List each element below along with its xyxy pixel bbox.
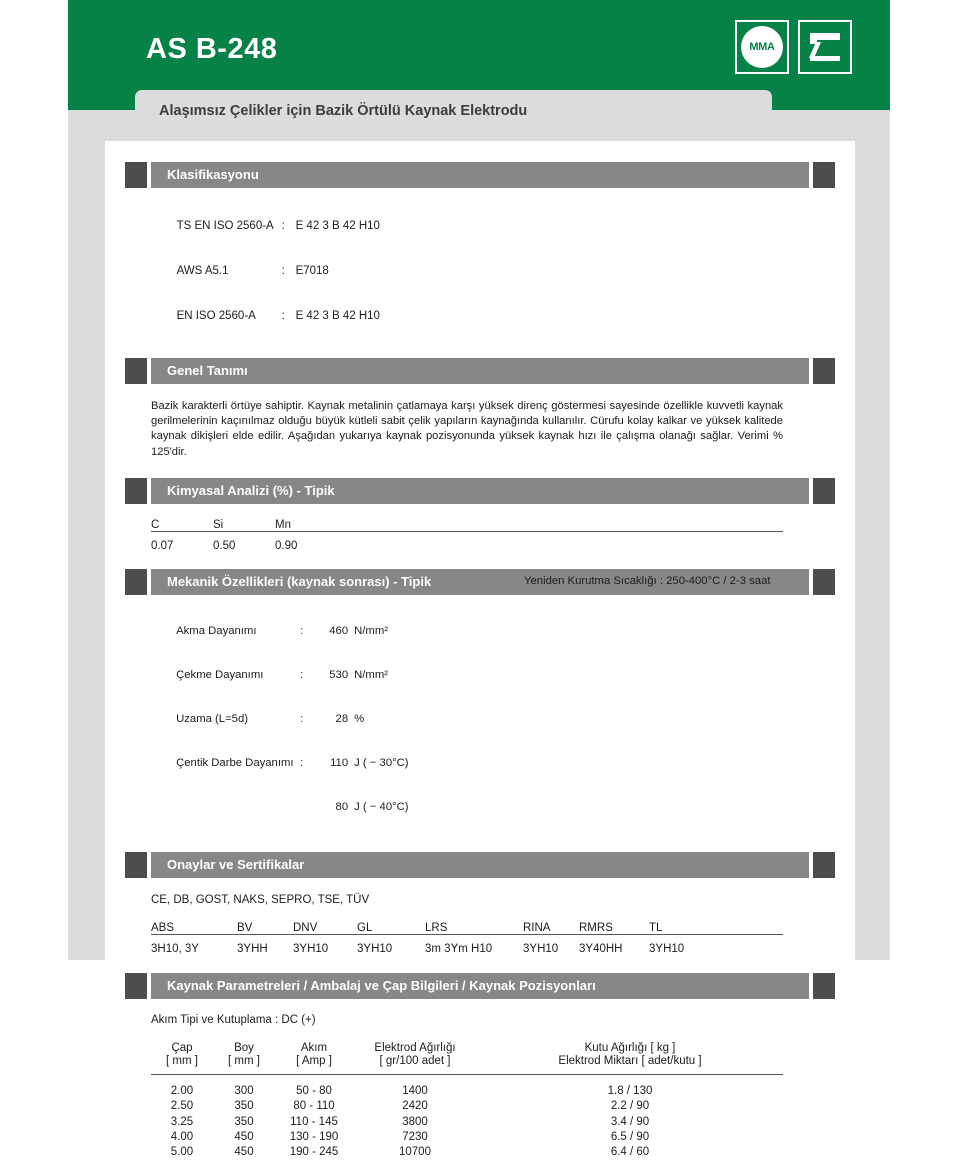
parameters-table-rule (151, 1074, 783, 1075)
section-cap-right (813, 569, 835, 595)
table-row (151, 1055, 783, 1067)
parameter-rows (151, 1084, 783, 1161)
mechanical-row (151, 785, 783, 829)
table-row (151, 1084, 783, 1099)
section-header-classification (125, 162, 835, 188)
approval-column-header: RINA (523, 921, 551, 934)
parameter-length: 350 (234, 1115, 254, 1128)
section-cap-right (813, 478, 835, 504)
parameter-electrode-weight: 7230 (402, 1130, 428, 1143)
section-title-approvals: Onaylar ve Sertifikalar (167, 856, 305, 872)
redry-temperature-note: Yeniden Kurutma Sıcaklığı : 250-400°C / 2-3 saat (524, 575, 771, 587)
mechanical-row (151, 654, 783, 698)
classification-value: E 42 3 B 42 H10 (295, 310, 380, 322)
approval-value: 3Y40HH (579, 942, 623, 955)
section-cap-right (813, 162, 835, 188)
parameter-column-header: Elektrod Ağırlığı (374, 1041, 456, 1054)
approval-value: 3YH10 (357, 942, 393, 955)
mechanical-separator: : (300, 669, 304, 682)
classification-row (151, 204, 783, 249)
parameter-column-unit: [ mm ] (228, 1054, 260, 1067)
chemical-table-head (151, 519, 783, 531)
table-row (151, 922, 783, 934)
chemical-value: 0.90 (275, 539, 298, 552)
current-type-note: Akım Tipi ve Kutuplama : DC (+) (151, 1013, 316, 1026)
mechanical-label: Çentik Darbe Dayanımı (176, 756, 294, 769)
parameter-diameter: 3.25 (170, 1115, 194, 1128)
classification-standard: EN ISO 2560-A (176, 310, 256, 322)
chemical-values (151, 540, 297, 552)
table-row (151, 943, 783, 955)
mechanical-unit: J ( − 30°C) (354, 756, 409, 769)
section-header-chemical (125, 478, 835, 504)
parameter-electrode-weight: 2420 (402, 1100, 428, 1113)
general-description: Bazik karakterli örtüye sahiptir. Kaynak metalinin çatlamaya karşı yüksek direnç göstermesi sayesinde özellikle kuvvetli kaynak gerilmelerinin kaçınılmaz olduğu büyük kütleli sabit çelik yapıların kaynağında kullanılır. Cürufu kolay kalkar ve yüksek kalitede kaynak dikişleri elde edilir. Aşağıdan yukarıya kaynak pozisyonunda yüksek kaynak hızı ile çalışma olanağı sağlar. Verimi % 125'dir. (151, 400, 783, 458)
mma-circle-icon (741, 26, 783, 68)
section-cap-right (813, 973, 835, 999)
welding-position-badge (798, 20, 852, 74)
approvals-list: CE, DB, GOST, NAKS, SEPRO, TSE, TÜV (151, 893, 370, 906)
content-card (105, 141, 855, 1159)
approval-column-header: LRS (425, 921, 448, 934)
approval-column-header: ABS (151, 921, 175, 934)
approvals-table-body (151, 943, 783, 955)
table-row (151, 1115, 783, 1130)
parameter-current: 110 - 145 (290, 1115, 338, 1128)
table-row (151, 1145, 783, 1160)
parameters-table-head (151, 1042, 783, 1067)
page-title: AS B-248 (146, 33, 278, 65)
mechanical-row (151, 741, 783, 785)
mechanical-unit: N/mm² (354, 669, 388, 682)
approval-value: 3YH10 (649, 942, 685, 955)
table-row (151, 519, 291, 531)
chemical-column-header: Mn (275, 518, 291, 531)
approvals-columns (151, 922, 783, 934)
parameter-column-unit: [ mm ] (166, 1054, 198, 1067)
approval-column-header: RMRS (579, 921, 613, 934)
section-bar (151, 358, 809, 384)
classification-standard: AWS A5.1 (176, 265, 229, 277)
chemical-column-header: Si (213, 518, 224, 531)
parameter-current: 50 - 80 (296, 1084, 332, 1097)
mechanical-row (151, 697, 783, 741)
approval-column-header: BV (237, 921, 253, 934)
mechanical-row (151, 610, 783, 654)
classification-list (151, 204, 783, 339)
parameter-current: 130 - 190 (289, 1130, 339, 1143)
parameter-column-unit: [ Amp ] (296, 1054, 332, 1067)
table-row (151, 1130, 783, 1145)
parameter-column-header: Akım (300, 1041, 328, 1054)
parameter-column-header: Çap (171, 1041, 193, 1054)
parameter-column-unit: [ gr/100 adet ] (379, 1054, 451, 1067)
mechanical-unit: J ( − 40°C) (354, 800, 409, 813)
page-subtitle: Alaşımsız Çelikler için Bazik Örtülü Kaynak Elektrodu (159, 103, 528, 119)
section-cap-left (125, 162, 147, 188)
parameter-length: 450 (234, 1130, 254, 1143)
mechanical-separator: : (300, 712, 304, 725)
parameter-diameter: 5.00 (170, 1146, 194, 1159)
parameter-electrode-weight: 1400 (402, 1084, 428, 1097)
mechanical-label: Çekme Dayanımı (176, 669, 264, 682)
section-title-mechanical: Mekanik Özellikleri (kaynak sonrası) - Tipik (167, 573, 432, 589)
mechanical-list (151, 610, 783, 829)
section-title-general: Genel Tanımı (167, 363, 248, 378)
approval-value: 3m 3Ym H10 (425, 942, 493, 955)
section-cap-left (125, 358, 147, 384)
section-header-approvals (125, 852, 835, 878)
section-cap-left (125, 569, 147, 595)
classification-separator: : (281, 265, 285, 277)
parameter-diameter: 4.00 (170, 1130, 194, 1143)
section-title-chemical: Kimyasal Analizi (%) - Tipik (167, 482, 335, 498)
mechanical-value: 28 (335, 712, 349, 725)
parameter-length: 350 (234, 1100, 254, 1113)
parameter-length: 450 (234, 1146, 254, 1159)
parameter-diameter: 2.00 (170, 1084, 194, 1097)
chemical-column-header: C (151, 518, 160, 531)
table-row (151, 540, 297, 552)
approval-column-header: GL (357, 921, 373, 934)
mechanical-value: 110 (330, 756, 349, 769)
section-title-classification: Klasifikasyonu (167, 167, 259, 182)
mechanical-value: 530 (329, 669, 349, 682)
parameter-length: 300 (234, 1084, 254, 1097)
parameter-electrode-weight: 3800 (402, 1115, 428, 1128)
section-cap-right (813, 852, 835, 878)
classification-row (151, 294, 783, 339)
chemical-value: 0.50 (213, 539, 236, 552)
section-cap-left (125, 973, 147, 999)
section-header-parameters (125, 973, 835, 999)
approvals-table-head (151, 922, 783, 934)
classification-separator: : (281, 310, 285, 322)
mechanical-separator: : (300, 756, 304, 769)
section-header-general (125, 358, 835, 384)
mechanical-label: Uzama (L=5d) (176, 712, 249, 725)
section-cap-right (813, 358, 835, 384)
classification-value: E7018 (295, 265, 329, 277)
parameter-electrode-weight: 10700 (399, 1146, 431, 1159)
mechanical-unit: N/mm² (354, 625, 388, 638)
chemical-value: 0.07 (151, 539, 174, 552)
approval-value: 3YH10 (293, 942, 329, 955)
approval-value: 3YH10 (523, 942, 559, 955)
classification-separator: : (281, 220, 285, 232)
classification-standard: TS EN ISO 2560-A (176, 220, 274, 232)
chemical-table-body (151, 540, 783, 552)
parameter-column-header: Boy (234, 1041, 254, 1054)
mma-badge (735, 20, 789, 74)
approvals-values (151, 943, 783, 955)
mechanical-separator: : (300, 625, 304, 638)
chemical-table-rule (151, 531, 783, 532)
chemical-columns (151, 519, 291, 531)
section-cap-left (125, 478, 147, 504)
mma-label: MMA (749, 41, 775, 53)
parameter-diameter: 2.50 (170, 1100, 194, 1113)
parameter-box-weight: 1.8 / 130 (607, 1084, 653, 1097)
parameter-column-unit: Elektrod Miktarı [ adet/kutu ] (558, 1054, 702, 1067)
table-row (151, 1042, 783, 1055)
parameter-box-weight: 2.2 / 90 (610, 1100, 650, 1113)
section-cap-left (125, 852, 147, 878)
approvals-table-rule (151, 934, 783, 935)
classification-row (151, 249, 783, 294)
approval-column-header: DNV (293, 921, 318, 934)
approval-value: 3YHH (237, 942, 268, 955)
mechanical-value: 460 (329, 625, 349, 638)
badge-group (735, 20, 852, 74)
classification-value: E 42 3 B 42 H10 (295, 220, 380, 232)
parameter-current: 80 - 110 (293, 1100, 335, 1113)
parameter-box-weight: 6.5 / 90 (610, 1130, 650, 1143)
mechanical-label: Akma Dayanımı (176, 625, 257, 638)
mechanical-unit: % (354, 712, 365, 725)
welding-position-icon (806, 30, 844, 64)
parameter-box-weight: 6.4 / 60 (610, 1146, 650, 1159)
approval-value: 3H10, 3Y (151, 942, 199, 955)
mechanical-value: 80 (335, 800, 349, 813)
section-title-parameters: Kaynak Parametreleri / Ambalaj ve Çap Bilgileri / Kaynak Pozisyonları (167, 977, 596, 993)
approval-column-header: TL (649, 921, 663, 934)
parameters-table-body (151, 1084, 783, 1161)
parameter-column-header: Kutu Ağırlığı [ kg ] (584, 1041, 676, 1054)
parameter-current: 190 - 245 (289, 1146, 339, 1159)
parameter-columns (151, 1042, 783, 1067)
parameter-box-weight: 3.4 / 90 (610, 1115, 650, 1128)
table-row (151, 1099, 783, 1114)
